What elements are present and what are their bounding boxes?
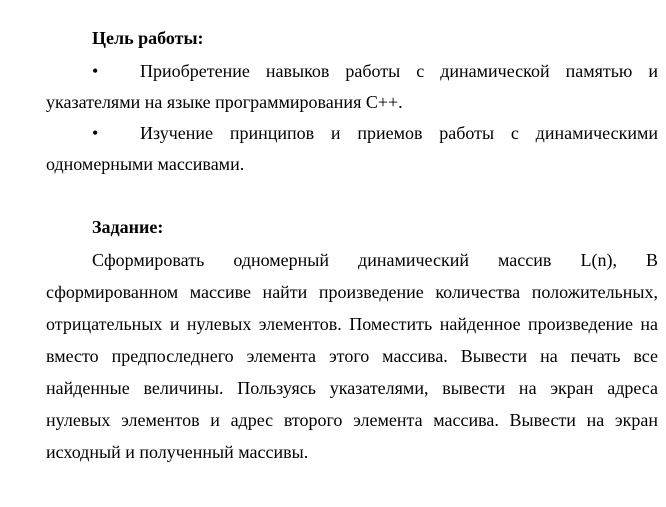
task-line-7: исходный и полученный массивы. [46,442,309,462]
goal-bullet-2-line-1: Изучение принципов и приемов работы с динамическими [140,123,658,143]
task-line-1: Сформировать одномерный динамический массив L(n), В [92,250,658,270]
task-line-6: нулевых элементов и адрес второго элемента массива. Вывести на экран [46,410,658,430]
bullet-icon: • [92,61,99,81]
task-line-2: сформированном массиве найти произведение количества положительных, [46,282,658,302]
goal-heading: Цель работы: [92,28,204,48]
bullet-icon: • [92,123,99,143]
goal-bullet-2-line-2: одномерными массивами. [46,154,245,174]
goal-bullet-1-line-1: Приобретение навыков работы с динамической памятью и [140,61,658,81]
task-line-5: найденные величины. Пользуясь указателями, вывести на экран адреса [46,378,658,398]
task-line-3: отрицательных и нулевых элементов. Поместить найденное произведение на [46,314,658,334]
task-line-4: вместо предпоследнего элемента этого массива. Вывести на печать все [46,346,658,366]
task-heading: Задание: [92,217,164,237]
goal-bullet-1-line-2: указателями на языке программирования С++. [46,92,403,112]
